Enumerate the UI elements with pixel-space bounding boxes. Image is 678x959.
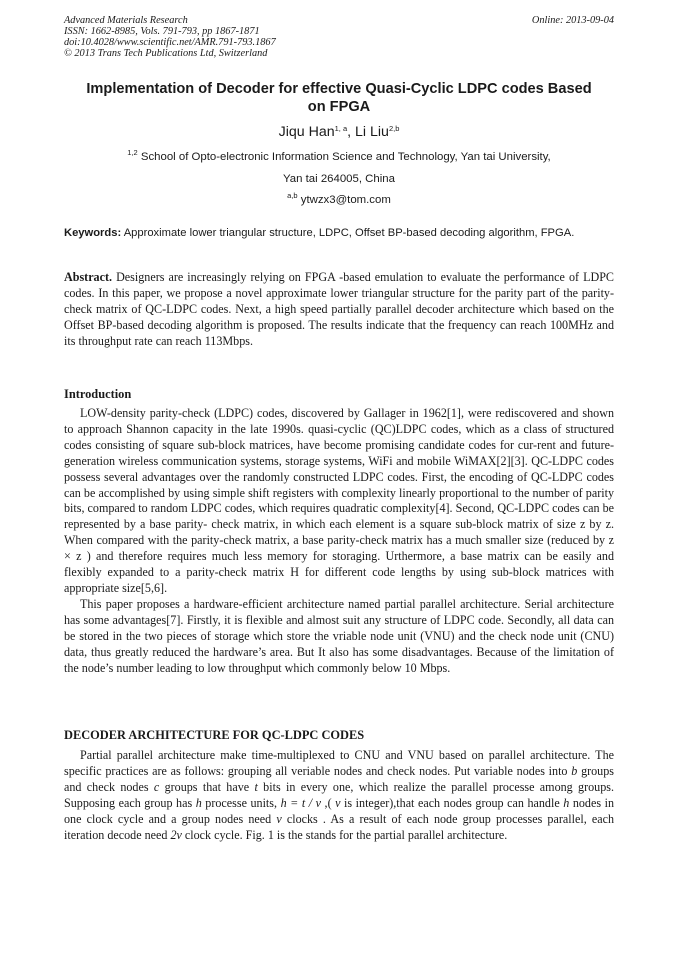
copyright-line: © 2013 Trans Tech Publications Ltd, Switzerland bbox=[64, 48, 268, 59]
decoder-text: clock cycle. Fig. 1 is the stands for the partial parallel architecture. bbox=[181, 827, 508, 842]
author-name: Jiqu Han bbox=[278, 124, 335, 140]
decoder-paragraph bbox=[64, 748, 614, 843]
abstract-text: Designers are increasingly relying on FPGA -based emulation to evaluate the performance of LDPC codes. In this paper, we propose a novel approximate lower triangular structure for the parity part of the parity-check matrix of QC-LDPC codes. Next, a high speed partially parallel decoder architecture which based on the Offset BP-based decoding algorithm is proposed. The results indicate that the frequency can reach 100MHz and its throughput rate can reach 113Mbps. bbox=[64, 270, 614, 348]
author-affil-mark: 2,b bbox=[388, 124, 400, 133]
publication-header bbox=[64, 15, 444, 59]
issn-line: ISSN: 1662-8985, Vols. 791-793, pp 1867-1871 bbox=[64, 26, 260, 37]
abstract bbox=[64, 269, 614, 349]
online-date: Online: 2013-09-04 bbox=[531, 15, 614, 26]
decoder-text: groups and check nodes bbox=[64, 763, 614, 794]
section-heading-decoder: DECODER ARCHITECTURE FOR QC-LDPC CODES bbox=[64, 728, 365, 742]
decoder-text: clocks . As a result of each node group processes parallel, each iteration decode need bbox=[64, 811, 615, 842]
decoder-text: groups that have bbox=[159, 779, 255, 794]
affiliation-line-1 bbox=[64, 150, 614, 164]
section-heading-introduction: Introduction bbox=[64, 387, 132, 401]
decoder-text: is integer),that each nodes group can handle bbox=[340, 795, 564, 810]
affiliation-mark: 1,2 bbox=[127, 148, 138, 157]
intro-paragraph-2: This paper proposes a hardware-efficient architecture named partial parallel architecture. Serial architecture has some advantages[7]. Firstly, it is flexible and almost suit any structure of LDPC code. Secondly, all data can be stored in the two pieces of storage which store the vriable node unit (VNU) and the check node unit (CNU) data, thus greatly reduced the hardware’s area. But It also has some disadvantages. Because of the limitation of the node’s number leading to low throughput which commonly below 10 Mbps. bbox=[64, 596, 614, 675]
affiliation-text: School of Opto-electronic Information Science and Technology, Yan tai University, bbox=[137, 151, 551, 163]
abstract-paragraph bbox=[64, 269, 614, 349]
decoder-body bbox=[64, 748, 614, 843]
decoder-text: ,( bbox=[321, 795, 336, 810]
paper-title bbox=[64, 80, 614, 116]
math-variable: v bbox=[276, 811, 282, 826]
math-variable: v bbox=[335, 795, 341, 810]
introduction-body bbox=[64, 406, 614, 676]
math-variable: t bbox=[254, 779, 258, 794]
math-variable: b bbox=[571, 763, 578, 778]
decoder-text: nodes in one clock cycle and a group nodes need bbox=[64, 795, 614, 826]
math-variable: h bbox=[195, 795, 202, 810]
email-address: ytwzx3@tom.com bbox=[297, 194, 391, 206]
math-variable: c bbox=[153, 779, 160, 794]
keywords-label: Keywords: bbox=[64, 227, 122, 239]
author-list bbox=[64, 123, 614, 141]
author-affil-mark: 1, a bbox=[334, 124, 348, 133]
math-equation: 2v bbox=[170, 827, 182, 842]
email-mark: a,b bbox=[287, 191, 298, 200]
affiliation-line-2: Yan tai 264005, China bbox=[283, 173, 395, 185]
abstract-label: Abstract. bbox=[64, 270, 113, 284]
decoder-text: bits in every one, which realize the parallel processe among groups. Supposing each group has bbox=[64, 779, 614, 810]
email-line bbox=[64, 193, 614, 207]
keywords bbox=[64, 226, 614, 240]
math-equation: h = t / v bbox=[280, 795, 322, 810]
author-name: Li Liu bbox=[355, 124, 389, 140]
doi-line: doi:10.4028/www.scientific.net/AMR.791-793.1867 bbox=[64, 37, 276, 48]
title-line-2: on FPGA bbox=[307, 99, 371, 115]
keywords-text: Approximate lower triangular structure, LDPC, Offset BP-based decoding algorithm, FPGA. bbox=[121, 227, 575, 239]
intro-paragraph-1: LOW-density parity-check (LDPC) codes, discovered by Gallager in 1962[1], were rediscovered and shown to approach Shannon capacity in the late 1990s. quasi-cyclic (QC)LDPC codes, which as a class of structured codes consisting of square sub-block matrices, have become promising candidate codes for cur-rent and future-generation wireless communication systems, storage systems, WiFi and mobile WiMAX[2][3]. QC-LDPC codes possess several advantages over the randomly constructed LDPC codes. First, the encoding of QC-LDPC codes can be accomplished by using simple shift registers with complexity linearly proportional to the number of parity bits, compared to random LDPC codes, which requires quadratic complexity[4]. Second, QC-LDPC codes can be represented by a base parity- check matrix, in which each element is a square sub-block matrix of size z by z. When compared with the parity-check matrix, a base parity-check matrix has a much smaller size (reduced by z × z ) and therefore requires much less memory for storaging. Urthermore, a base matrix can be easily and flexibly expanded to a parity-check matrix H for different code lengths by using sub-block matrices with appropriate size[5,6]. bbox=[64, 406, 614, 595]
math-variable: h bbox=[563, 795, 570, 810]
journal-name: Advanced Materials Research bbox=[64, 15, 188, 26]
decoder-text: processe units, bbox=[201, 795, 281, 810]
author-separator: , bbox=[347, 124, 356, 140]
title-line-1: Implementation of Decoder for effective Quasi-Cyclic LDPC codes Based bbox=[86, 81, 592, 97]
decoder-text: Partial parallel architecture make time-multiplexed to CNU and VNU based on parallel architecture. The specific practices are as follows: grouping all veriable nodes and check nodes. Put variable nodes into bbox=[64, 748, 614, 778]
